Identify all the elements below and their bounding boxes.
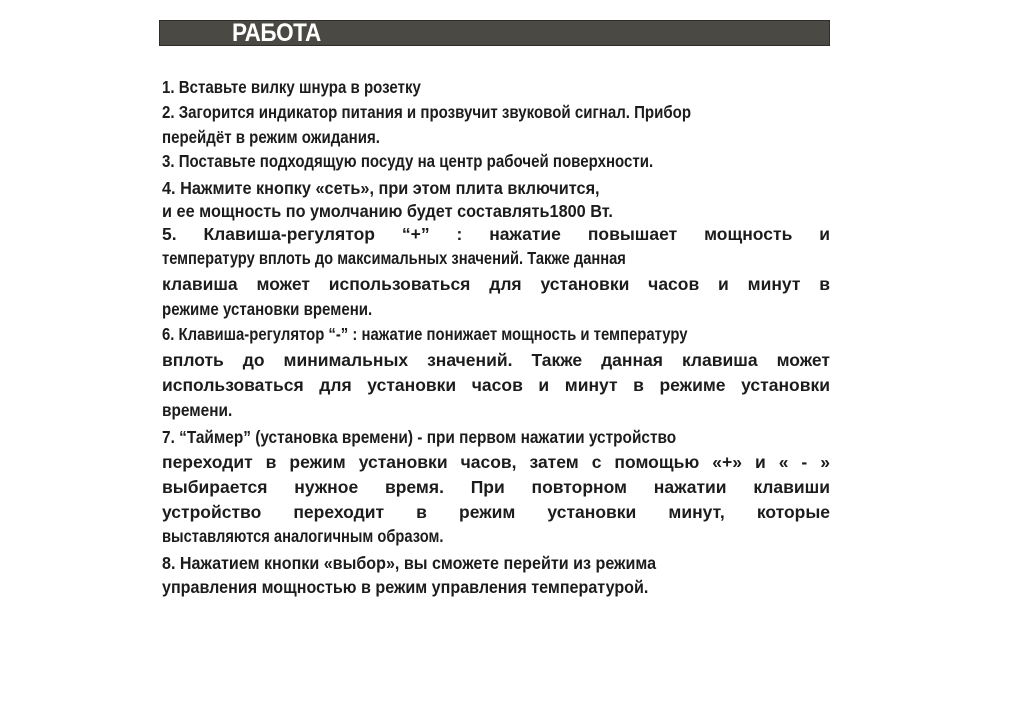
list-item-5-line-4: режиме установки времени.	[162, 299, 373, 319]
list-item-7-line-4: устройство переходит в режим установки минут, которые	[162, 502, 830, 522]
list-item-2-line-2: перейдёт в режим ожидания.	[162, 127, 380, 147]
list-item-6-line-3: использоваться для установки часов и минут в режиме установки	[162, 375, 830, 395]
list-item-6-line-2: вплоть до минимальных значений. Также данная клавиша может	[162, 350, 830, 370]
list-item-5-line-1: 5. Клавиша-регулятор “+” : нажатие повышает мощность и	[162, 224, 830, 244]
list-item-5-line-3: клавиша может использоваться для установки часов и минут в	[162, 274, 830, 294]
list-item-7-line-1: 7. “Таймер” (установка времени) - при первом нажатии устройство	[162, 427, 677, 447]
list-item-2-line-1: 2. Загорится индикатор питания и прозвучит звуковой сигнал. Прибор	[162, 102, 692, 122]
list-item-6-line-1: 6. Клавиша-регулятор “-” : нажатие понижает мощность и температуру	[162, 324, 688, 344]
list-item-8-line-2: управления мощностью в режим управления температурой.	[162, 577, 649, 597]
list-item-7-line-2: переходит в режим установки часов, затем с помощью «+» и « - »	[162, 452, 830, 472]
list-item-5-line-2: температуру вплоть до максимальных значений. Также данная	[162, 248, 626, 268]
list-item-8-line-1: 8. Нажатием кнопки «выбор», вы сможете перейти из режима	[162, 553, 657, 573]
list-item-4-line-2: и ее мощность по умолчанию будет составлять1800 Вт.	[162, 201, 613, 221]
list-item-4-line-1: 4. Нажмите кнопку «сеть», при этом плита включится,	[162, 178, 600, 198]
section-title: РАБОТА	[232, 19, 321, 47]
list-item-7-line-3: выбирается нужное время. При повторном нажатии клавиши	[162, 477, 830, 497]
list-item-1-line-1: 1. Вставьте вилку шнура в розетку	[162, 77, 421, 97]
list-item-6-line-4: времени.	[162, 400, 233, 420]
list-item-7-line-5: выставляются аналогичным образом.	[162, 526, 444, 546]
list-item-3-line-1: 3. Поставьте подходящую посуду на центр рабочей поверхности.	[162, 151, 654, 171]
section-header-bar	[159, 20, 830, 46]
